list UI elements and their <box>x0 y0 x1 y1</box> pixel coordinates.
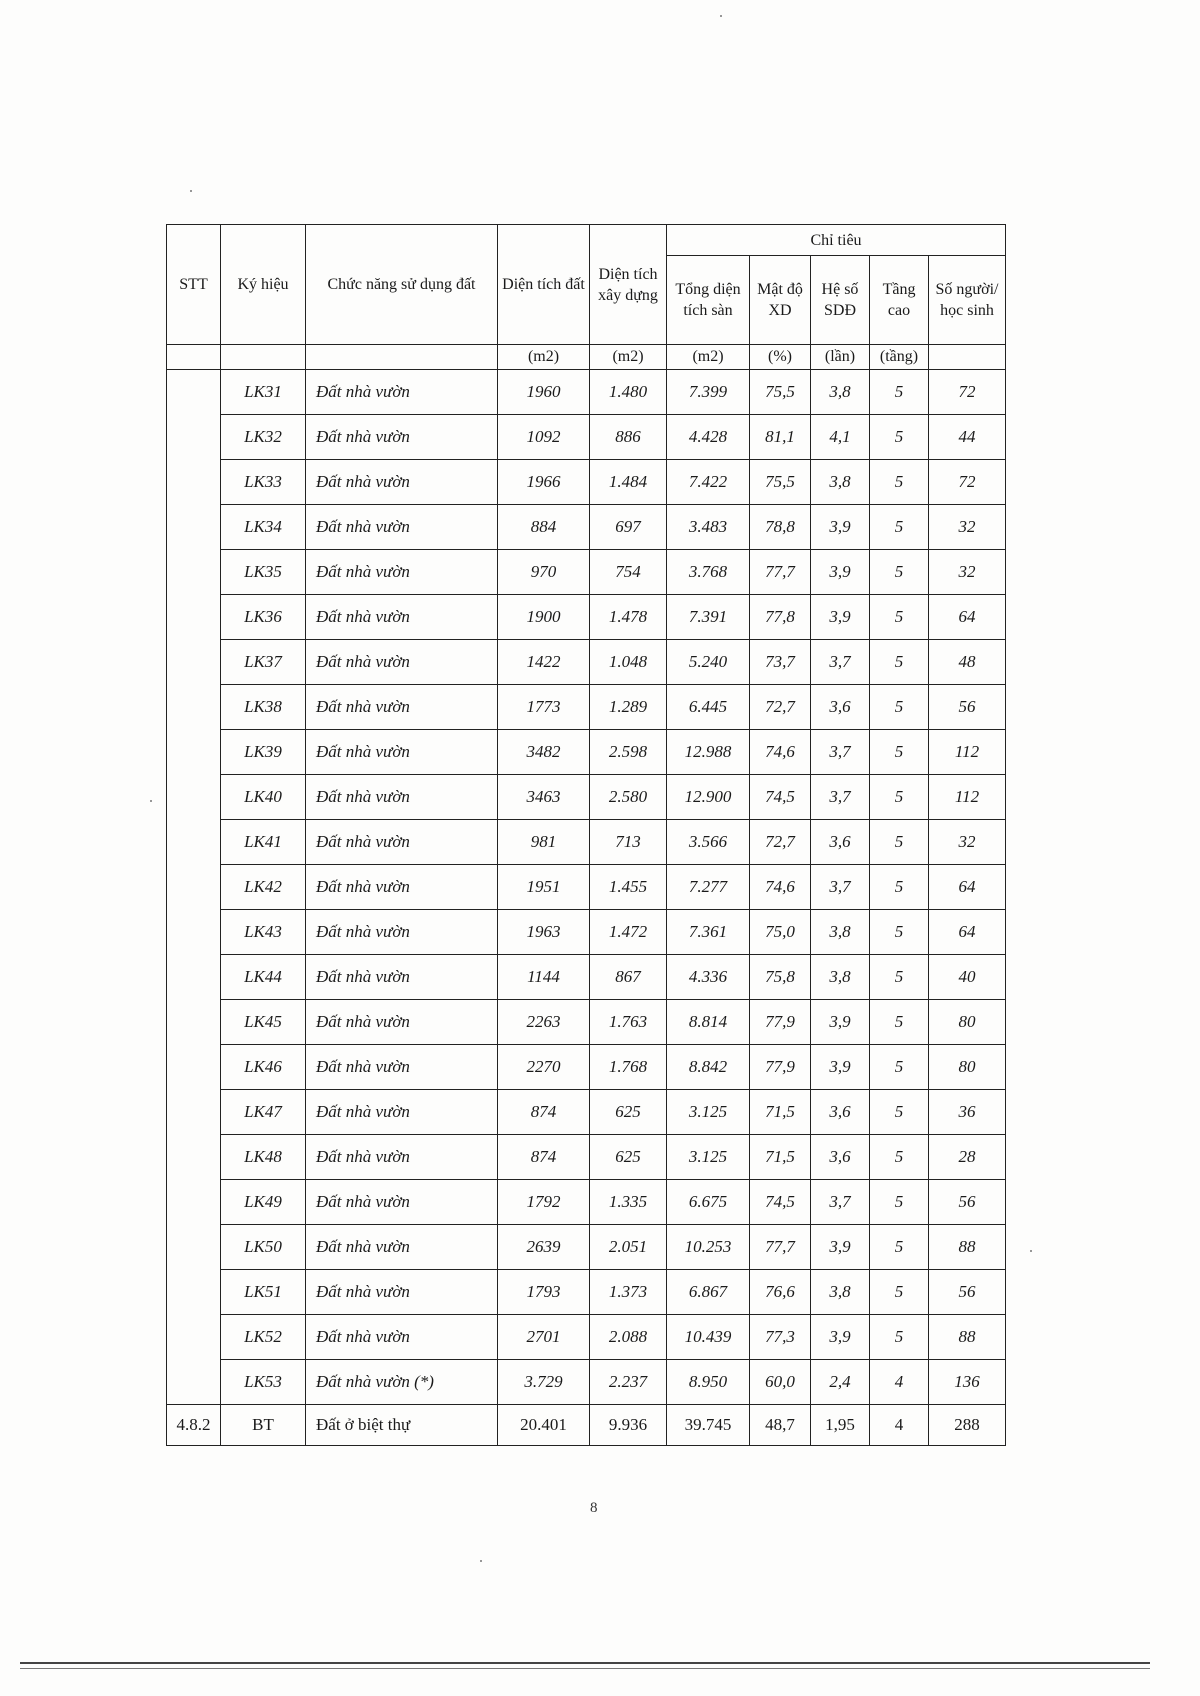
row-mat-do: 78,8 <box>750 505 811 550</box>
row-dien-tich: 1422 <box>498 640 590 685</box>
row-xay-dung: 1.455 <box>590 865 667 910</box>
row-tang: 5 <box>870 1270 929 1315</box>
table-row <box>167 1315 1006 1360</box>
row-stt <box>167 460 221 505</box>
row-tang: 5 <box>870 595 929 640</box>
row-so-nguoi: 56 <box>929 1180 1006 1225</box>
row-tang: 5 <box>870 460 929 505</box>
row-mat-do: 73,7 <box>750 640 811 685</box>
table-row <box>167 550 1006 595</box>
row-chuc-nang: Đất nhà vườn <box>306 1225 498 1270</box>
row-mat-do: 77,9 <box>750 1000 811 1045</box>
row-tang: 5 <box>870 1000 929 1045</box>
row-he-so: 3,7 <box>811 775 870 820</box>
row-tang: 5 <box>870 1090 929 1135</box>
row-chuc-nang: Đất nhà vườn <box>306 1045 498 1090</box>
row-xay-dung: 1.373 <box>590 1270 667 1315</box>
row-so-nguoi: 88 <box>929 1315 1006 1360</box>
row-mat-do: 74,5 <box>750 1180 811 1225</box>
row-so-nguoi: 44 <box>929 415 1006 460</box>
row-chuc-nang: Đất nhà vườn <box>306 1270 498 1315</box>
row-ky-hieu: LK52 <box>221 1315 306 1360</box>
row-dien-tich: 3.729 <box>498 1360 590 1405</box>
row-chuc-nang: Đất nhà vườn <box>306 505 498 550</box>
total-dien-tich: 20.401 <box>498 1405 590 1446</box>
row-tang: 5 <box>870 1225 929 1270</box>
row-xay-dung: 2.237 <box>590 1360 667 1405</box>
row-chuc-nang: Đất nhà vườn <box>306 640 498 685</box>
row-xay-dung: 1.480 <box>590 370 667 415</box>
header-he-so: Hệ số SDĐ <box>811 256 870 345</box>
row-ky-hieu: LK40 <box>221 775 306 820</box>
row-dien-tich: 3482 <box>498 730 590 775</box>
units-row <box>167 345 1006 370</box>
row-tang: 5 <box>870 955 929 1000</box>
row-xay-dung: 1.484 <box>590 460 667 505</box>
row-mat-do: 75,0 <box>750 910 811 955</box>
row-so-nguoi: 72 <box>929 460 1006 505</box>
page-number: 8 <box>590 1500 598 1516</box>
row-he-so: 3,7 <box>811 730 870 775</box>
row-tong-san: 5.240 <box>667 640 750 685</box>
row-so-nguoi: 88 <box>929 1225 1006 1270</box>
row-ky-hieu: LK31 <box>221 370 306 415</box>
row-so-nguoi: 112 <box>929 730 1006 775</box>
row-he-so: 3,9 <box>811 1225 870 1270</box>
row-mat-do: 72,7 <box>750 685 811 730</box>
row-chuc-nang: Đất nhà vườn <box>306 370 498 415</box>
row-ky-hieu: LK41 <box>221 820 306 865</box>
row-ky-hieu: LK53 <box>221 1360 306 1405</box>
row-stt <box>167 820 221 865</box>
row-dien-tich: 2639 <box>498 1225 590 1270</box>
table-row <box>167 1270 1006 1315</box>
table-row <box>167 640 1006 685</box>
row-tong-san: 3.125 <box>667 1135 750 1180</box>
table-row <box>167 1045 1006 1090</box>
total-ky-hieu: BT <box>221 1405 306 1446</box>
table-body <box>167 370 1006 1446</box>
total-he-so: 1,95 <box>811 1405 870 1446</box>
table-row <box>167 730 1006 775</box>
row-so-nguoi: 40 <box>929 955 1006 1000</box>
row-dien-tich: 1960 <box>498 370 590 415</box>
row-tong-san: 4.336 <box>667 955 750 1000</box>
row-mat-do: 77,8 <box>750 595 811 640</box>
table-row <box>167 820 1006 865</box>
header-ky-hieu: Ký hiệu <box>221 225 306 345</box>
row-mat-do: 75,5 <box>750 460 811 505</box>
row-tong-san: 8.814 <box>667 1000 750 1045</box>
row-stt <box>167 1225 221 1270</box>
row-mat-do: 71,5 <box>750 1090 811 1135</box>
row-mat-do: 77,7 <box>750 1225 811 1270</box>
row-so-nguoi: 72 <box>929 370 1006 415</box>
row-mat-do: 75,5 <box>750 370 811 415</box>
row-xay-dung: 1.478 <box>590 595 667 640</box>
row-chuc-nang: Đất nhà vườn <box>306 595 498 640</box>
row-tang: 5 <box>870 1135 929 1180</box>
row-so-nguoi: 32 <box>929 820 1006 865</box>
row-stt <box>167 505 221 550</box>
row-xay-dung: 2.598 <box>590 730 667 775</box>
row-dien-tich: 1900 <box>498 595 590 640</box>
row-ky-hieu: LK36 <box>221 595 306 640</box>
row-xay-dung: 2.580 <box>590 775 667 820</box>
row-xay-dung: 754 <box>590 550 667 595</box>
row-tong-san: 10.253 <box>667 1225 750 1270</box>
row-tang: 5 <box>870 550 929 595</box>
row-dien-tich: 874 <box>498 1090 590 1135</box>
total-chuc-nang: Đất ở biệt thự <box>306 1405 498 1446</box>
row-dien-tich: 981 <box>498 820 590 865</box>
row-mat-do: 76,6 <box>750 1270 811 1315</box>
row-so-nguoi: 56 <box>929 1270 1006 1315</box>
table-row <box>167 1135 1006 1180</box>
row-stt <box>167 865 221 910</box>
row-tang: 5 <box>870 865 929 910</box>
row-chuc-nang: Đất nhà vườn <box>306 775 498 820</box>
row-tang: 5 <box>870 415 929 460</box>
row-dien-tich: 2270 <box>498 1045 590 1090</box>
row-tong-san: 8.842 <box>667 1045 750 1090</box>
row-tong-san: 4.428 <box>667 415 750 460</box>
row-chuc-nang: Đất nhà vườn <box>306 820 498 865</box>
total-xay-dung: 9.936 <box>590 1405 667 1446</box>
row-tong-san: 3.566 <box>667 820 750 865</box>
row-ky-hieu: LK45 <box>221 1000 306 1045</box>
row-xay-dung: 1.048 <box>590 640 667 685</box>
row-ky-hieu: LK38 <box>221 685 306 730</box>
row-so-nguoi: 112 <box>929 775 1006 820</box>
row-ky-hieu: LK43 <box>221 910 306 955</box>
header-dien-tich-dat: Diện tích đất <box>498 225 590 345</box>
row-stt <box>167 955 221 1000</box>
row-mat-do: 74,6 <box>750 865 811 910</box>
table-row <box>167 685 1006 730</box>
row-xay-dung: 1.289 <box>590 685 667 730</box>
row-chuc-nang: Đất nhà vườn <box>306 1135 498 1180</box>
total-row <box>167 1405 1006 1446</box>
row-stt <box>167 1090 221 1135</box>
row-ky-hieu: LK44 <box>221 955 306 1000</box>
header-mat-do: Mật độ XD <box>750 256 811 345</box>
row-mat-do: 77,9 <box>750 1045 811 1090</box>
row-xay-dung: 1.335 <box>590 1180 667 1225</box>
row-chuc-nang: Đất nhà vườn <box>306 550 498 595</box>
row-tang: 5 <box>870 685 929 730</box>
row-ky-hieu: LK39 <box>221 730 306 775</box>
unit-cell: (m2) <box>498 345 590 370</box>
row-tong-san: 3.125 <box>667 1090 750 1135</box>
total-tong-san: 39.745 <box>667 1405 750 1446</box>
row-he-so: 3,9 <box>811 1315 870 1360</box>
row-dien-tich: 970 <box>498 550 590 595</box>
row-xay-dung: 2.088 <box>590 1315 667 1360</box>
row-mat-do: 81,1 <box>750 415 811 460</box>
row-xay-dung: 625 <box>590 1090 667 1135</box>
header-dien-tich-xay-dung: Diện tích xây dựng <box>590 225 667 345</box>
row-he-so: 3,8 <box>811 370 870 415</box>
row-he-so: 3,9 <box>811 550 870 595</box>
row-tong-san: 6.867 <box>667 1270 750 1315</box>
row-tong-san: 6.445 <box>667 685 750 730</box>
row-dien-tich: 1963 <box>498 910 590 955</box>
header-chuc-nang: Chức năng sử dụng đất <box>306 225 498 345</box>
row-ky-hieu: LK32 <box>221 415 306 460</box>
row-he-so: 3,9 <box>811 595 870 640</box>
table-row <box>167 865 1006 910</box>
row-he-so: 3,7 <box>811 1180 870 1225</box>
row-dien-tich: 1092 <box>498 415 590 460</box>
row-chuc-nang: Đất nhà vườn <box>306 685 498 730</box>
row-he-so: 3,8 <box>811 1270 870 1315</box>
row-xay-dung: 697 <box>590 505 667 550</box>
row-ky-hieu: LK35 <box>221 550 306 595</box>
row-so-nguoi: 64 <box>929 865 1006 910</box>
row-stt <box>167 415 221 460</box>
row-dien-tich: 1793 <box>498 1270 590 1315</box>
footer-rule-thin <box>20 1668 1150 1669</box>
table-row <box>167 505 1006 550</box>
table-row <box>167 910 1006 955</box>
row-stt <box>167 1360 221 1405</box>
table-row <box>167 1360 1006 1405</box>
table-row <box>167 775 1006 820</box>
row-xay-dung: 1.472 <box>590 910 667 955</box>
row-so-nguoi: 56 <box>929 685 1006 730</box>
row-stt <box>167 775 221 820</box>
row-tong-san: 8.950 <box>667 1360 750 1405</box>
row-tang: 5 <box>870 1180 929 1225</box>
row-so-nguoi: 32 <box>929 550 1006 595</box>
row-xay-dung: 867 <box>590 955 667 1000</box>
total-mat-do: 48,7 <box>750 1405 811 1446</box>
row-dien-tich: 1773 <box>498 685 590 730</box>
table-row <box>167 1000 1006 1045</box>
header-chi-tieu: Chỉ tiêu <box>667 225 1006 256</box>
row-ky-hieu: LK48 <box>221 1135 306 1180</box>
row-stt <box>167 1045 221 1090</box>
row-mat-do: 71,5 <box>750 1135 811 1180</box>
row-ky-hieu: LK42 <box>221 865 306 910</box>
table-row <box>167 415 1006 460</box>
row-he-so: 3,8 <box>811 460 870 505</box>
unit-cell: (lần) <box>811 345 870 370</box>
row-chuc-nang: Đất nhà vườn <box>306 910 498 955</box>
row-dien-tich: 1792 <box>498 1180 590 1225</box>
row-stt <box>167 595 221 640</box>
scan-speck <box>1030 1250 1032 1252</box>
row-so-nguoi: 28 <box>929 1135 1006 1180</box>
row-tong-san: 7.391 <box>667 595 750 640</box>
row-he-so: 2,4 <box>811 1360 870 1405</box>
row-stt <box>167 1180 221 1225</box>
row-dien-tich: 1951 <box>498 865 590 910</box>
row-stt <box>167 370 221 415</box>
row-so-nguoi: 64 <box>929 595 1006 640</box>
row-ky-hieu: LK51 <box>221 1270 306 1315</box>
row-chuc-nang: Đất nhà vườn <box>306 415 498 460</box>
row-dien-tich: 1144 <box>498 955 590 1000</box>
row-mat-do: 60,0 <box>750 1360 811 1405</box>
row-so-nguoi: 80 <box>929 1045 1006 1090</box>
row-tong-san: 3.483 <box>667 505 750 550</box>
row-dien-tich: 2263 <box>498 1000 590 1045</box>
row-tong-san: 7.422 <box>667 460 750 505</box>
row-stt <box>167 910 221 955</box>
row-tang: 4 <box>870 1360 929 1405</box>
row-tong-san: 12.900 <box>667 775 750 820</box>
row-tang: 5 <box>870 730 929 775</box>
scan-speck <box>190 190 192 192</box>
row-stt <box>167 685 221 730</box>
table-row <box>167 1180 1006 1225</box>
table-row <box>167 460 1006 505</box>
land-use-table <box>166 224 1006 1446</box>
row-stt <box>167 1270 221 1315</box>
row-xay-dung: 886 <box>590 415 667 460</box>
row-stt <box>167 640 221 685</box>
row-mat-do: 77,7 <box>750 550 811 595</box>
row-so-nguoi: 80 <box>929 1000 1006 1045</box>
row-dien-tich: 1966 <box>498 460 590 505</box>
row-xay-dung: 1.763 <box>590 1000 667 1045</box>
row-mat-do: 72,7 <box>750 820 811 865</box>
row-he-so: 3,7 <box>811 640 870 685</box>
footer-rule <box>20 1662 1150 1664</box>
row-tong-san: 12.988 <box>667 730 750 775</box>
row-mat-do: 75,8 <box>750 955 811 1000</box>
table-row <box>167 595 1006 640</box>
table-row <box>167 370 1006 415</box>
row-so-nguoi: 64 <box>929 910 1006 955</box>
row-tang: 5 <box>870 505 929 550</box>
scan-speck <box>480 1560 482 1562</box>
row-ky-hieu: LK47 <box>221 1090 306 1135</box>
table-row <box>167 1225 1006 1270</box>
row-chuc-nang: Đất nhà vườn (*) <box>306 1360 498 1405</box>
row-he-so: 4,1 <box>811 415 870 460</box>
total-so-nguoi: 288 <box>929 1405 1006 1446</box>
table-row <box>167 955 1006 1000</box>
row-tang: 5 <box>870 640 929 685</box>
row-chuc-nang: Đất nhà vườn <box>306 1180 498 1225</box>
header-stt: STT <box>167 225 221 345</box>
row-tong-san: 3.768 <box>667 550 750 595</box>
row-he-so: 3,6 <box>811 685 870 730</box>
row-xay-dung: 2.051 <box>590 1225 667 1270</box>
row-dien-tich: 2701 <box>498 1315 590 1360</box>
row-tang: 5 <box>870 820 929 865</box>
row-ky-hieu: LK49 <box>221 1180 306 1225</box>
row-tong-san: 7.277 <box>667 865 750 910</box>
row-so-nguoi: 32 <box>929 505 1006 550</box>
row-stt <box>167 1000 221 1045</box>
row-he-so: 3,6 <box>811 820 870 865</box>
row-chuc-nang: Đất nhà vườn <box>306 730 498 775</box>
row-tang: 5 <box>870 1315 929 1360</box>
row-stt <box>167 730 221 775</box>
row-he-so: 3,6 <box>811 1090 870 1135</box>
row-so-nguoi: 36 <box>929 1090 1006 1135</box>
total-stt: 4.8.2 <box>167 1405 221 1446</box>
row-ky-hieu: LK33 <box>221 460 306 505</box>
row-chuc-nang: Đất nhà vườn <box>306 955 498 1000</box>
row-mat-do: 74,6 <box>750 730 811 775</box>
unit-cell: (%) <box>750 345 811 370</box>
row-tong-san: 10.439 <box>667 1315 750 1360</box>
row-he-so: 3,6 <box>811 1135 870 1180</box>
header-tong-dien-tich-san: Tổng diện tích sàn <box>667 256 750 345</box>
row-tong-san: 7.361 <box>667 910 750 955</box>
row-chuc-nang: Đất nhà vườn <box>306 1000 498 1045</box>
row-tong-san: 7.399 <box>667 370 750 415</box>
row-he-so: 3,9 <box>811 1045 870 1090</box>
row-he-so: 3,9 <box>811 505 870 550</box>
row-stt <box>167 1135 221 1180</box>
row-chuc-nang: Đất nhà vườn <box>306 865 498 910</box>
row-mat-do: 77,3 <box>750 1315 811 1360</box>
row-dien-tich: 884 <box>498 505 590 550</box>
row-dien-tich: 874 <box>498 1135 590 1180</box>
row-chuc-nang: Đất nhà vườn <box>306 1090 498 1135</box>
row-mat-do: 74,5 <box>750 775 811 820</box>
row-dien-tich: 3463 <box>498 775 590 820</box>
row-ky-hieu: LK50 <box>221 1225 306 1270</box>
unit-cell: (m2) <box>590 345 667 370</box>
row-stt <box>167 1315 221 1360</box>
row-ky-hieu: LK46 <box>221 1045 306 1090</box>
row-so-nguoi: 48 <box>929 640 1006 685</box>
row-tang: 5 <box>870 1045 929 1090</box>
row-xay-dung: 1.768 <box>590 1045 667 1090</box>
row-chuc-nang: Đất nhà vườn <box>306 1315 498 1360</box>
total-tang: 4 <box>870 1405 929 1446</box>
header-so-nguoi: Số người/ học sinh <box>929 256 1006 345</box>
unit-cell: (m2) <box>667 345 750 370</box>
row-he-so: 3,7 <box>811 865 870 910</box>
row-xay-dung: 625 <box>590 1135 667 1180</box>
row-ky-hieu: LK37 <box>221 640 306 685</box>
table-row <box>167 1090 1006 1135</box>
unit-cell: (tầng) <box>870 345 929 370</box>
row-xay-dung: 713 <box>590 820 667 865</box>
row-tang: 5 <box>870 775 929 820</box>
row-ky-hieu: LK34 <box>221 505 306 550</box>
scan-speck <box>150 800 152 802</box>
row-tong-san: 6.675 <box>667 1180 750 1225</box>
scan-speck <box>720 15 722 17</box>
row-so-nguoi: 136 <box>929 1360 1006 1405</box>
row-he-so: 3,9 <box>811 1000 870 1045</box>
header-tang-cao: Tầng cao <box>870 256 929 345</box>
row-tang: 5 <box>870 370 929 415</box>
row-chuc-nang: Đất nhà vườn <box>306 460 498 505</box>
row-he-so: 3,8 <box>811 955 870 1000</box>
row-he-so: 3,8 <box>811 910 870 955</box>
row-stt <box>167 550 221 595</box>
row-tang: 5 <box>870 910 929 955</box>
